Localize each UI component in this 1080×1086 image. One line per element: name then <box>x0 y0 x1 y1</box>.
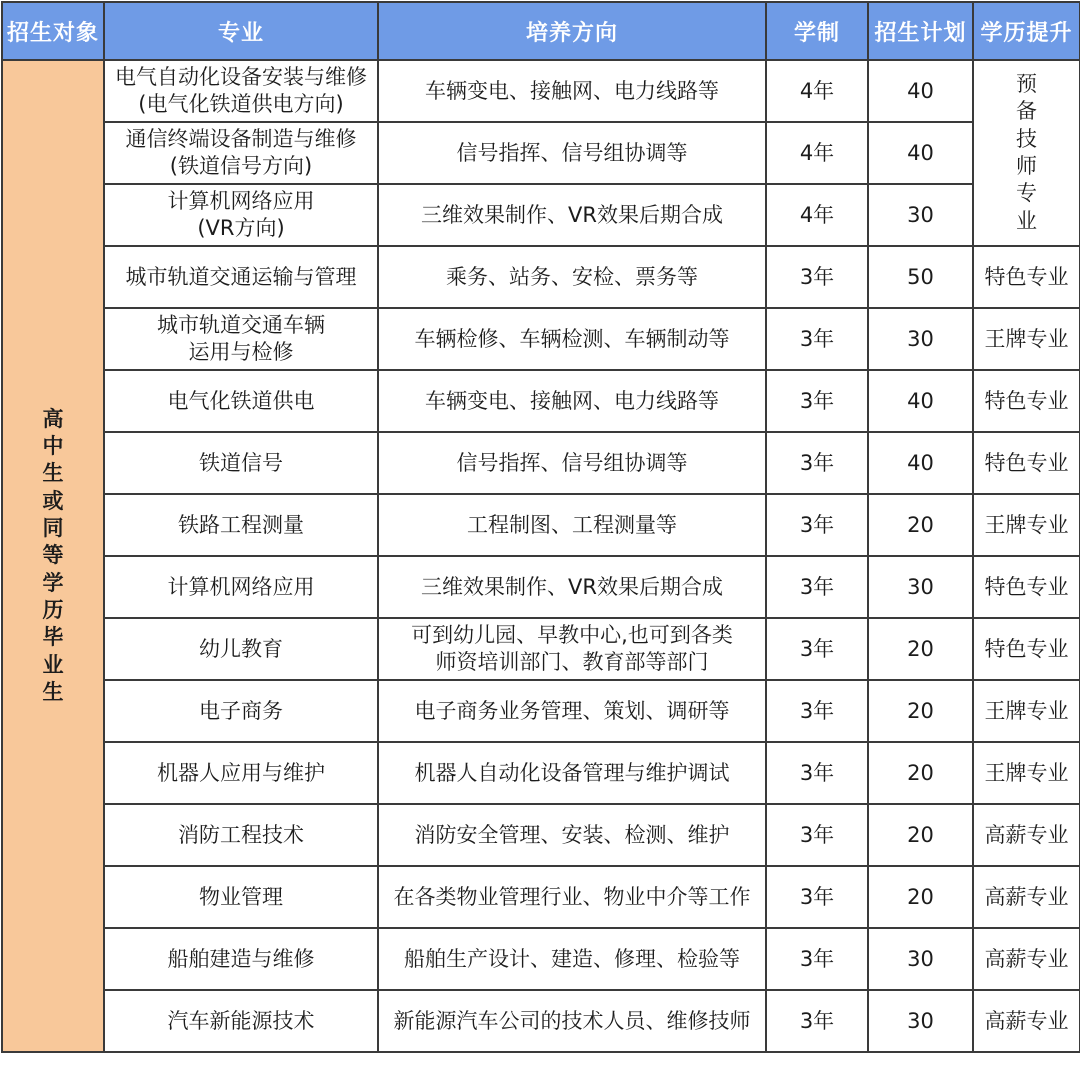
header-plan: 招生计划 <box>868 2 973 60</box>
upgrade-cell: 特色专业 <box>973 556 1080 618</box>
upgrade-cell: 特色专业 <box>973 618 1080 680</box>
table-row <box>2 308 1080 370</box>
major-cell <box>104 618 378 680</box>
major-name: 通信终端设备制造与维修 <box>125 127 357 151</box>
header-direction: 培养方向 <box>378 2 766 60</box>
table-row <box>2 680 1080 742</box>
direction-text: 船舶生产设计、建造、修理、检验等 <box>404 946 740 971</box>
major-cell <box>104 184 378 246</box>
plan-cell: 50 <box>868 246 973 308</box>
direction-text: 三维效果制作、VR效果后期合成 <box>421 574 723 599</box>
table-row <box>2 122 1080 184</box>
major-cell <box>104 556 378 618</box>
major-name: 电气化铁道供电 <box>167 388 315 413</box>
duration-cell: 3年 <box>766 494 868 556</box>
major-cell <box>104 866 378 928</box>
direction-cell <box>378 804 766 866</box>
upgrade-cell: 王牌专业 <box>973 680 1080 742</box>
duration-cell: 3年 <box>766 742 868 804</box>
major-name: 物业管理 <box>199 884 283 909</box>
duration-cell: 3年 <box>766 308 868 370</box>
major-name: (VR方向) <box>197 216 285 240</box>
major-cell <box>104 494 378 556</box>
direction-text: 工程制图、工程测量等 <box>467 512 677 537</box>
plan-cell: 40 <box>868 370 973 432</box>
major-cell <box>104 742 378 804</box>
direction-text: 消防安全管理、安装、检测、维护 <box>414 822 730 847</box>
major-cell <box>104 122 378 184</box>
table-row <box>2 866 1080 928</box>
major-name: 城市轨道交通运输与管理 <box>125 264 357 289</box>
major-cell <box>104 680 378 742</box>
upgrade-cell: 高薪专业 <box>973 866 1080 928</box>
plan-cell: 20 <box>868 680 973 742</box>
direction-cell <box>378 866 766 928</box>
direction-text: 车辆变电、接触网、电力线路等 <box>425 388 719 413</box>
major-cell <box>104 990 378 1052</box>
major-name: 幼儿教育 <box>199 636 283 661</box>
major-cell <box>104 60 378 122</box>
header-upgrade: 学历提升 <box>973 2 1080 60</box>
major-name: 铁道信号 <box>199 450 283 475</box>
direction-text: 电子商务业务管理、策划、调研等 <box>414 698 730 723</box>
plan-cell: 30 <box>868 990 973 1052</box>
direction-text: 三维效果制作、VR效果后期合成 <box>421 202 723 227</box>
major-name: 运用与检修 <box>188 340 294 364</box>
upgrade-cell: 特色专业 <box>973 370 1080 432</box>
plan-cell: 40 <box>868 432 973 494</box>
duration-cell: 3年 <box>766 804 868 866</box>
table-row <box>2 494 1080 556</box>
duration-cell: 3年 <box>766 246 868 308</box>
direction-cell <box>378 556 766 618</box>
audience-cell <box>2 60 104 1052</box>
direction-text: 可到幼儿园、早教中心,也可到各类 <box>411 623 733 647</box>
table-row <box>2 556 1080 618</box>
major-name: 船舶建造与维修 <box>167 946 315 971</box>
direction-cell <box>378 432 766 494</box>
duration-cell: 3年 <box>766 370 868 432</box>
duration-cell: 3年 <box>766 990 868 1052</box>
plan-cell: 20 <box>868 618 973 680</box>
header-duration: 学制 <box>766 2 868 60</box>
header-row <box>2 2 1080 60</box>
duration-cell: 3年 <box>766 556 868 618</box>
direction-text: 机器人自动化设备管理与维护调试 <box>414 760 730 785</box>
upgrade-cell: 高薪专业 <box>973 804 1080 866</box>
plan-cell: 30 <box>868 184 973 246</box>
upgrade-cell: 特色专业 <box>973 246 1080 308</box>
table-row <box>2 370 1080 432</box>
direction-text: 师资培训部门、教育部等部门 <box>435 650 709 674</box>
upgrade-merged-cell <box>973 60 1080 246</box>
upgrade-cell: 特色专业 <box>973 432 1080 494</box>
major-cell <box>104 246 378 308</box>
table-row <box>2 60 1080 122</box>
direction-cell <box>378 928 766 990</box>
major-cell <box>104 928 378 990</box>
major-name: 城市轨道交通车辆 <box>157 313 325 337</box>
direction-cell <box>378 184 766 246</box>
header-audience: 招生对象 <box>2 2 104 60</box>
major-name: 铁路工程测量 <box>178 512 304 537</box>
plan-cell: 30 <box>868 556 973 618</box>
major-name: 电气自动化设备安装与维修 <box>115 65 367 89</box>
major-name: 电子商务 <box>199 698 283 723</box>
duration-cell: 4年 <box>766 122 868 184</box>
duration-cell: 3年 <box>766 680 868 742</box>
direction-cell <box>378 742 766 804</box>
plan-cell: 20 <box>868 804 973 866</box>
major-cell <box>104 370 378 432</box>
table-row <box>2 184 1080 246</box>
table-row <box>2 990 1080 1052</box>
upgrade-cell: 王牌专业 <box>973 742 1080 804</box>
plan-cell: 20 <box>868 494 973 556</box>
upgrade-cell: 王牌专业 <box>973 494 1080 556</box>
direction-text: 信号指挥、信号组协调等 <box>456 140 688 165</box>
upgrade-cell: 王牌专业 <box>973 308 1080 370</box>
direction-text: 车辆检修、车辆检测、车辆制动等 <box>414 326 730 351</box>
duration-cell: 4年 <box>766 184 868 246</box>
plan-cell: 40 <box>868 60 973 122</box>
major-name: 机器人应用与维护 <box>157 760 325 785</box>
major-cell <box>104 804 378 866</box>
duration-cell: 3年 <box>766 618 868 680</box>
direction-cell <box>378 122 766 184</box>
direction-text: 新能源汽车公司的技术人员、维修技师 <box>393 1008 751 1033</box>
table-row <box>2 246 1080 308</box>
upgrade-cell: 高薪专业 <box>973 928 1080 990</box>
plan-cell: 30 <box>868 308 973 370</box>
major-name: 计算机网络应用 <box>167 189 315 213</box>
enrollment-table <box>1 1 1080 1053</box>
major-cell <box>104 308 378 370</box>
table-body <box>2 60 1080 1052</box>
major-name: (电气化铁道供电方向) <box>138 92 344 116</box>
plan-cell: 30 <box>868 928 973 990</box>
table-row <box>2 742 1080 804</box>
major-cell <box>104 432 378 494</box>
table-row <box>2 928 1080 990</box>
table-row <box>2 618 1080 680</box>
direction-text: 信号指挥、信号组协调等 <box>456 450 688 475</box>
direction-cell <box>378 680 766 742</box>
direction-cell <box>378 494 766 556</box>
direction-cell <box>378 308 766 370</box>
direction-cell <box>378 60 766 122</box>
direction-text: 乘务、站务、安检、票务等 <box>446 264 698 289</box>
audience-label: 高中生或同等学历毕业生 <box>42 406 64 704</box>
direction-text: 在各类物业管理行业、物业中介等工作 <box>393 884 751 909</box>
major-name: 计算机网络应用 <box>167 574 315 599</box>
duration-cell: 3年 <box>766 928 868 990</box>
direction-cell <box>378 246 766 308</box>
plan-cell: 20 <box>868 742 973 804</box>
duration-cell: 4年 <box>766 60 868 122</box>
header-major: 专业 <box>104 2 378 60</box>
plan-cell: 20 <box>868 866 973 928</box>
direction-cell <box>378 990 766 1052</box>
major-name: 汽车新能源技术 <box>167 1008 315 1033</box>
direction-text: 车辆变电、接触网、电力线路等 <box>425 78 719 103</box>
table-row <box>2 804 1080 866</box>
direction-cell <box>378 618 766 680</box>
duration-cell: 3年 <box>766 866 868 928</box>
upgrade-merged-label: 预备技师专业 <box>1016 72 1037 233</box>
upgrade-cell: 高薪专业 <box>973 990 1080 1052</box>
table-row <box>2 432 1080 494</box>
plan-cell: 40 <box>868 122 973 184</box>
major-name: 消防工程技术 <box>178 822 304 847</box>
direction-cell <box>378 370 766 432</box>
duration-cell: 3年 <box>766 432 868 494</box>
major-name: (铁道信号方向) <box>169 154 313 178</box>
